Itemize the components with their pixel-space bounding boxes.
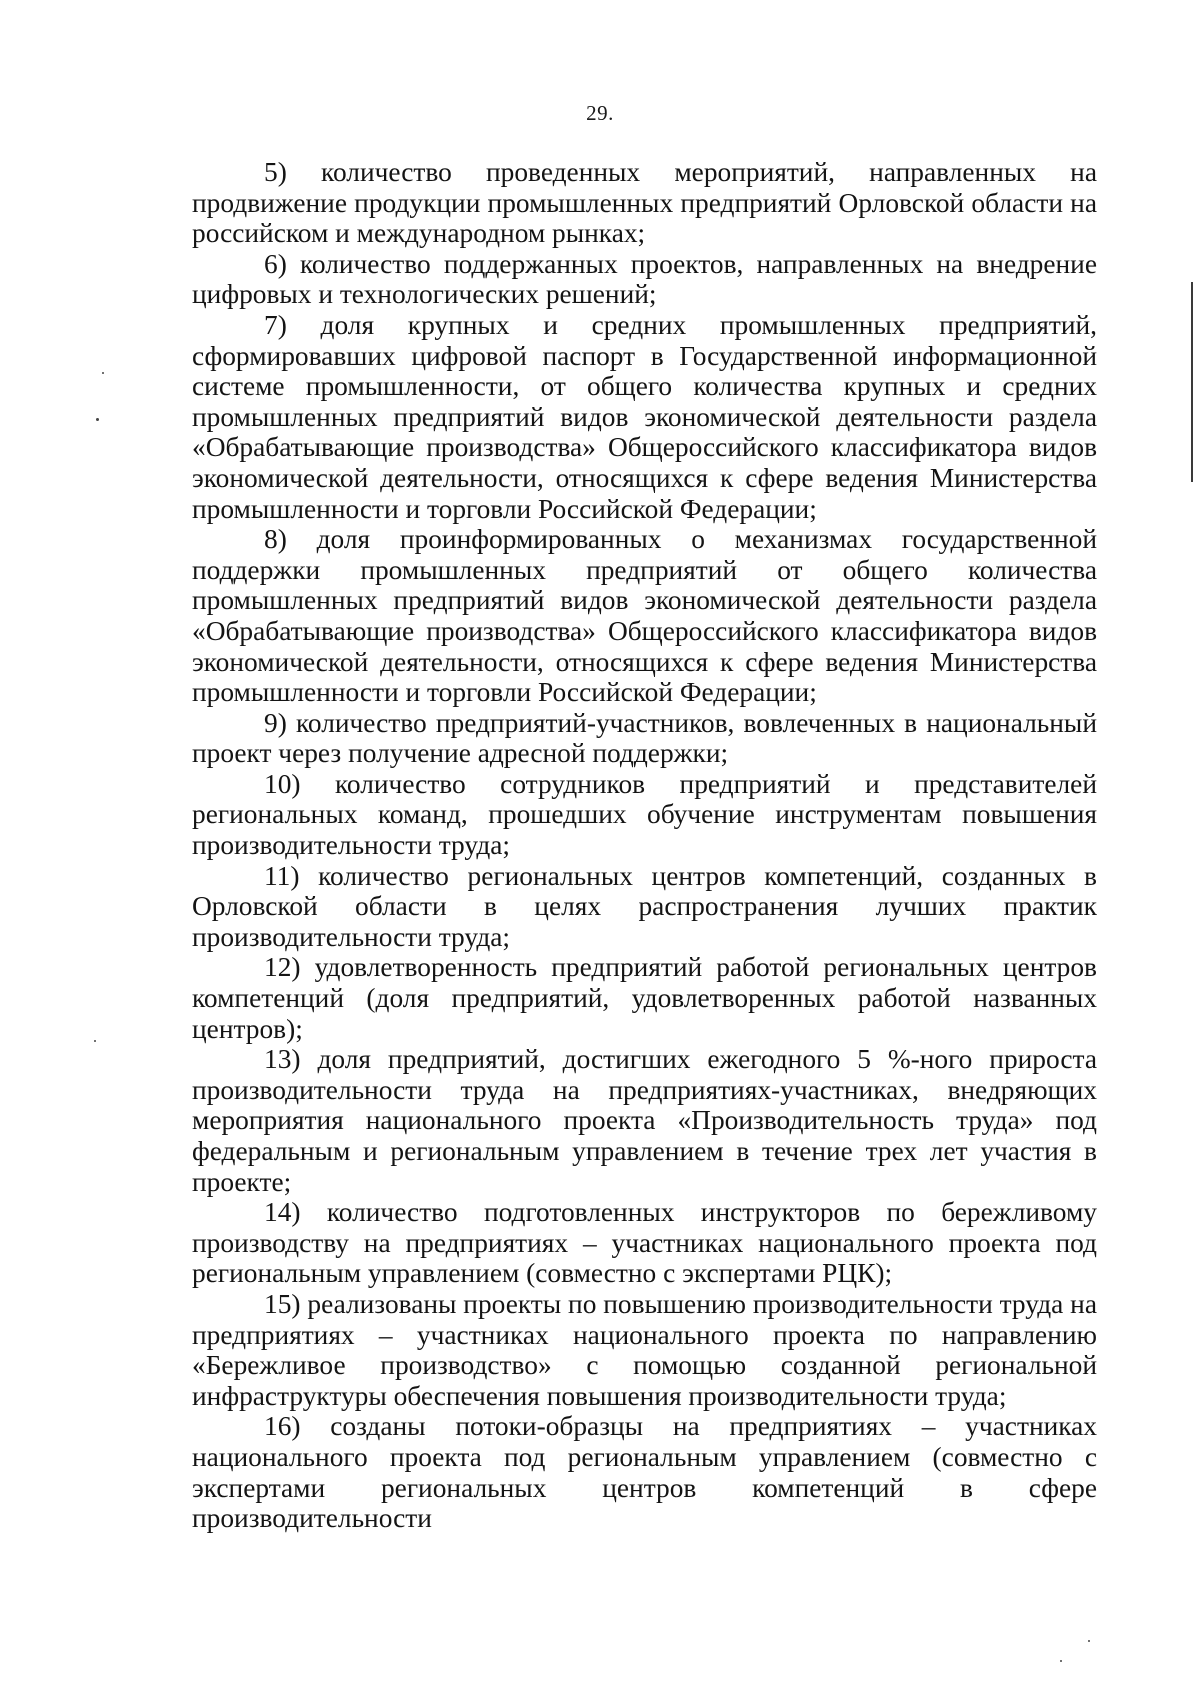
scan-speck bbox=[102, 372, 104, 374]
list-item: 9) количество предприятий-участников, вовлеченных в национальный проект через получение адресной поддержки; bbox=[192, 707, 1097, 769]
list-item: 10) количество сотрудников предприятий и представителей региональных команд, прошедших обучение инструментам повышения производительности труда; bbox=[192, 768, 1097, 861]
scan-edge-line bbox=[1191, 282, 1193, 482]
scan-speck bbox=[1088, 1640, 1090, 1642]
list-item: 13) доля предприятий, достигших ежегодного 5 %-ного прироста производительности труда на предприятиях-участниках, внедряющих мероприятия национального проекта «Производительность труда» под федеральным и региональным управлением в течение трех лет участия в проекте; bbox=[192, 1044, 1097, 1197]
scan-speck bbox=[1060, 1660, 1062, 1662]
list-item: 7) доля крупных и средних промышленных предприятий, сформировавших цифровой паспорт в Государственной информационной системе промышленности, от общего количества крупных и средних промышленных предприятий видов экономической деятельности раздела «Обрабатывающие производства» Общероссийского классификатора видов экономической деятельности, относящихся к сфере ведения Министерства промышленности и торговли Российской Федерации; bbox=[192, 309, 1097, 524]
scan-speck bbox=[94, 1040, 96, 1042]
list-item: 6) количество поддержанных проектов, направленных на внедрение цифровых и технологических решений; bbox=[192, 248, 1097, 310]
list-item: 15) реализованы проекты по повышению производительности труда на предприятиях – участниках национального проекта по направлению «Бережливое производство» с помощью созданной региональной инфраструктуры обеспечения повышения производительности труда; bbox=[192, 1288, 1097, 1411]
list-item: 8) доля проинформированных о механизмах государственной поддержки промышленных предприятий от общего количества промышленных предприятий видов экономической деятельности раздела «Обрабатывающие производства» Общероссийского классификатора видов экономической деятельности, относящихся к сфере ведения Министерства промышленности и торговли Российской Федерации; bbox=[192, 524, 1097, 708]
scan-speck bbox=[96, 418, 99, 421]
page-number: 29. bbox=[586, 101, 614, 125]
list-item: 12) удовлетворенность предприятий работой региональных центров компетенций (доля предприятий, удовлетворенных работой названных центров); bbox=[192, 952, 1097, 1044]
list-item: 11) количество региональных центров компетенций, созданных в Орловской области в целях распространения лучших практик производительности труда; bbox=[192, 860, 1097, 952]
list-item: 5) количество проведенных мероприятий, направленных на продвижение продукции промышленных предприятий Орловской области на российском и международном рынках; bbox=[192, 157, 1097, 249]
list-item: 16) созданы потоки-образцы на предприятиях – участниках национального проекта под региональным управлением (совместно с экспертами региональных центров компетенций в сфере производительности bbox=[192, 1411, 1097, 1534]
indicator-list bbox=[192, 157, 1097, 1534]
list-item: 14) количество подготовленных инструкторов по бережливому производству на предприятиях – участниках национального проекта под региональным управлением (совместно с экспертами РЦК); bbox=[192, 1197, 1097, 1289]
